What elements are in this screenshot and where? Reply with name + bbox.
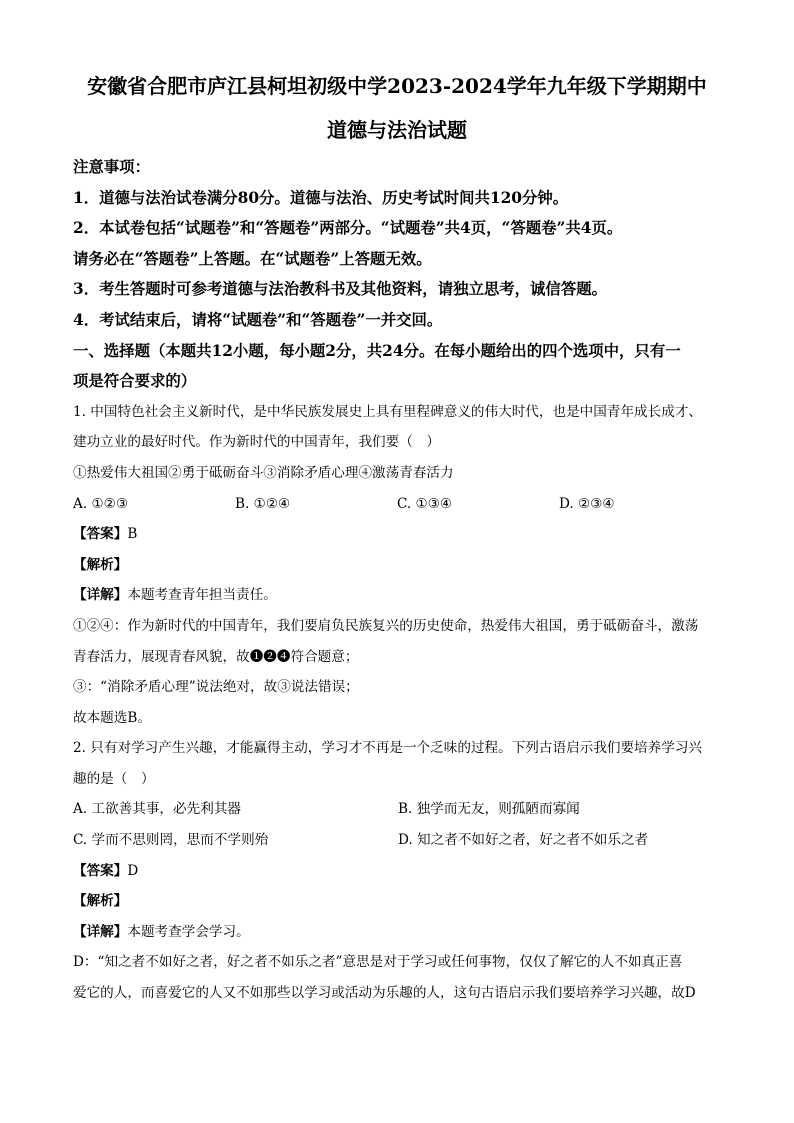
section-heading: 一、选择题（本题共12小题，每小题2分，共24分。在每小题给出的四个选项中，只有一 [73,341,681,360]
detail-tag: 【详解】 [73,923,128,940]
question-2-answer [73,856,723,887]
answer-value: D [127,862,139,879]
question-1-explain: ③：“消除矛盾心理”说法绝对，故③说法错误； [73,679,359,696]
notice-item: 4．考试结束后，请将“试题卷”和“答题卷”一并交回。 [73,310,443,329]
analysis-tag: 【解析】 [73,556,128,573]
notice-heading: 注意事项： [73,158,150,176]
question-1-stem: 建功立业的最好时代。作为新时代的中国青年，我们要（ ） [73,434,441,451]
question-1-explain: 故本题选B。 [73,709,151,726]
document-body [73,152,723,1009]
option-c: C. ①③④ [397,495,453,512]
question-2-analysis [73,886,723,917]
question-2-detail [73,917,723,948]
notice-item: 请务必在“答题卷”上答题。在“试题卷”上答题无效。 [73,249,432,268]
notice-item: 1．道德与法治试卷满分80分。道德与法治、历史考试时间共120分钟。 [73,188,569,207]
question-1-statements: ①热爱伟大祖国②勇于砥砺奋斗③消除矛盾心理④激荡青春活力 [73,464,454,481]
question-1-detail [73,580,723,611]
option-b: B. 独学而无友，则孤陋而寡闻 [398,801,580,818]
answer-value: B [127,526,138,543]
question-1-explain: ①②④：作为新时代的中国青年，我们要肩负民族复兴的历史使命，热爱伟大祖国，勇于砥砺奋斗，激荡 [73,617,699,634]
option-d: D. ②③④ [559,495,615,512]
option-c: C. 学而不思则罔，思而不学则殆 [73,832,269,849]
question-1-answer [73,519,723,550]
detail-tag: 【详解】 [73,587,128,604]
option-d: D. 知之者不如好之者，好之者不如乐之者 [398,832,649,849]
question-2-explain: D：“知之者不如好之者，好之者不如乐之者”意思是对于学习或任何事物，仅仅了解它的人不如真正喜 [73,954,683,971]
question-1-explain: 青春活力，展现青春风貌，故❶❷❹符合题意； [73,648,359,665]
option-a: A. ①②③ [73,495,129,512]
option-b: B. ①②④ [235,495,291,512]
question-2-options-row [73,825,723,856]
question-2-options-row [73,794,723,825]
page-title: 安徽省合肥市庐江县柯坦初级中学2023-2024学年九年级下学期期中 [87,74,707,98]
question-2-explain: 爱它的人，而喜爱它的人又不如那些以学习或活动为乐趣的人，这句古语启示我们要培养学习兴趣，故D [73,985,696,1002]
question-1-analysis [73,550,723,581]
section-heading: 项是符合要求的） [73,372,197,391]
answer-tag: 【答案】 [73,862,128,879]
question-1-stem: 1. 中国特色社会主义新时代，是中华民族发展史上具有里程碑意义的伟大时代，也是中国青年成长成才、 [73,403,703,420]
page-subtitle: 道德与法治试题 [327,118,467,142]
question-1-options [73,489,723,520]
question-2-stem: 趣的是（ ） [73,770,155,787]
notice-item: 3．考生答题时可参考道德与法治教科书及其他资料，请独立思考，诚信答题。 [73,280,607,299]
question-2-stem: 2. 只有对学习产生兴趣，才能赢得主动，学习才不再是一个乏味的过程。下列古语启示我们要培养学习兴 [73,740,703,757]
detail-text: 本题考查学会学习。 [127,923,250,940]
analysis-tag: 【解析】 [73,893,128,910]
notice-item: 2．本试卷包括“试题卷”和“答题卷”两部分。“试题卷”共4页，“答题卷”共4页。 [73,219,623,238]
detail-text: 本题考查青年担当责任。 [127,587,277,604]
answer-tag: 【答案】 [73,526,128,543]
option-a: A. 工欲善其事，必先利其器 [73,801,241,818]
